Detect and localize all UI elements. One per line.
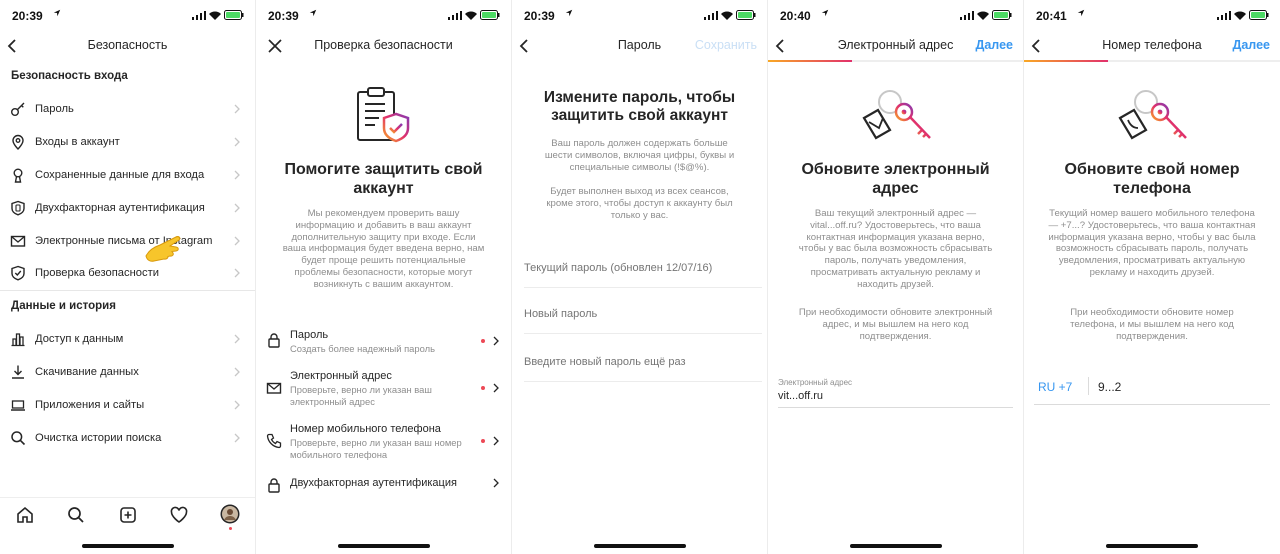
lock-icon (266, 332, 282, 348)
system-icons (192, 10, 244, 20)
nav-bar (768, 32, 1023, 60)
chevron-right-icon (492, 436, 500, 446)
progress-track (1024, 60, 1280, 62)
lock-icon (266, 477, 282, 493)
avatar[interactable] (220, 504, 240, 524)
download-icon (10, 364, 26, 380)
repeat-password-input[interactable] (524, 356, 762, 382)
heading: Помогите защитить свой аккаунт (284, 161, 483, 197)
menu-item-clear-search[interactable] (0, 424, 255, 452)
location-arrow-icon (821, 9, 829, 17)
update-notice: При необходимости обновите номер телефона, и мы вышлем на него код подтверждения. (1070, 307, 1234, 342)
search-tab-icon[interactable] (67, 506, 85, 524)
current-phone-notice: Текущий номер вашего мобильного телефона — +7...? Удостоверьтесь, что ваша контактная информация указана верно, чтобы у вас была возможность сбрасывать пароль, получать уведомления, просматривать актуальную рекламу и находить друзей. (1048, 208, 1256, 278)
home-icon[interactable] (16, 506, 34, 524)
alert-dot (481, 386, 485, 390)
clipboard-shield-illustration (354, 86, 414, 148)
screen-security-checkup (256, 0, 512, 554)
status-bar (0, 0, 255, 32)
alert-dot (481, 439, 485, 443)
key-icon (10, 101, 26, 117)
pointing-hand-icon (142, 228, 186, 268)
signal-icon (448, 11, 462, 20)
home-indicator (850, 544, 942, 548)
alert-dot (481, 339, 485, 343)
battery-icon (224, 10, 244, 20)
row-title: Двухфакторная аутентификация (290, 477, 457, 489)
bottom-tab-bar (0, 497, 255, 533)
signal-icon (192, 11, 206, 20)
menu-item-label: Очистка истории поиска (35, 432, 162, 444)
row-title: Пароль (290, 329, 329, 341)
home-indicator (82, 544, 174, 548)
keys-phone-illustration (1108, 88, 1194, 146)
wifi-icon (1234, 11, 1246, 20)
menu-item-label: Проверка безопасности (35, 267, 159, 279)
checkup-row-email[interactable] (256, 370, 511, 414)
keys-email-illustration (852, 88, 938, 146)
heading: Обновите электронный адрес (801, 161, 990, 197)
email-field-label: Электронный адрес (778, 378, 853, 387)
page-title: Проверка безопасности (314, 38, 453, 52)
next-button[interactable]: Далее (1232, 38, 1270, 52)
status-time: 20:39 (12, 9, 43, 23)
battery-icon (736, 10, 756, 20)
wifi-icon (465, 11, 477, 20)
laptop-icon (10, 397, 26, 413)
current-password-input[interactable] (524, 262, 762, 288)
home-indicator (594, 544, 686, 548)
new-post-icon[interactable] (119, 506, 137, 524)
checkup-row-password[interactable] (256, 329, 511, 373)
menu-item-emails[interactable] (0, 227, 255, 255)
nav-bar (512, 32, 767, 60)
chevron-right-icon (233, 203, 241, 213)
email-field[interactable]: vit...off.ru (778, 390, 824, 402)
menu-item-label: Двухфакторная аутентификация (35, 202, 205, 214)
menu-item-security-checkup[interactable] (0, 259, 255, 287)
country-code-selector[interactable]: RU +7 (1038, 380, 1073, 394)
chevron-right-icon (492, 336, 500, 346)
chevron-right-icon (233, 334, 241, 344)
checkup-row-two-factor[interactable] (256, 477, 511, 521)
progress-fill (1024, 60, 1108, 62)
row-title: Номер мобильного телефона (290, 423, 441, 435)
menu-item-apps-websites[interactable] (0, 391, 255, 419)
save-button[interactable]: Сохранить (694, 38, 757, 52)
section-divider (0, 290, 255, 291)
system-icons (1217, 10, 1269, 20)
status-bar (512, 0, 767, 32)
email-field-underline (778, 407, 1013, 408)
menu-item-password[interactable] (0, 95, 255, 123)
chevron-right-icon (233, 104, 241, 114)
wifi-icon (209, 11, 221, 20)
chevron-right-icon (492, 478, 500, 488)
page-title: Пароль (617, 38, 662, 52)
location-arrow-icon (309, 9, 317, 17)
status-time: 20:39 (524, 9, 555, 23)
nav-bar (0, 32, 255, 60)
menu-item-access-data[interactable] (0, 325, 255, 353)
heart-icon[interactable] (170, 506, 188, 524)
session-notice: Будет выполнен выход из всех сеансов, кроме этого, чтобы доступ к аккаунту был только у вас. (546, 186, 733, 221)
mail-icon (10, 233, 26, 249)
signal-icon (704, 11, 718, 20)
home-indicator (338, 544, 430, 548)
screen-security-settings (0, 0, 256, 554)
status-bar (1024, 0, 1280, 32)
chevron-right-icon (233, 137, 241, 147)
screen-change-password (512, 0, 768, 554)
status-time: 20:40 (780, 9, 811, 23)
menu-item-saved-login[interactable] (0, 161, 255, 189)
status-bar (256, 0, 511, 32)
mail-icon (266, 380, 282, 396)
system-icons (960, 10, 1012, 20)
chevron-right-icon (233, 400, 241, 410)
home-indicator (1106, 544, 1198, 548)
heading: Обновите свой номер телефона (1064, 161, 1240, 197)
menu-item-label: Приложения и сайты (35, 399, 145, 411)
update-notice: При необходимости обновите электронный адрес, и мы вышлем на него код подтверждения. (798, 307, 993, 342)
chevron-right-icon (233, 433, 241, 443)
signal-icon (1217, 11, 1231, 20)
wifi-icon (721, 11, 733, 20)
row-subtitle: Создать более надежный пароль (290, 343, 435, 354)
chevron-right-icon (492, 383, 500, 393)
battery-icon (992, 10, 1012, 20)
row-subtitle: Проверьте, верно ли указан ваш номер мобильного телефона (290, 437, 462, 460)
location-arrow-icon (565, 9, 573, 17)
country-code-separator (1088, 377, 1089, 395)
shield-check-icon (10, 265, 26, 281)
nav-bar (1024, 32, 1280, 60)
password-requirements: Ваш пароль должен содержать больше шести символов, включая цифры, буквы и специальные символы (!$@%). (544, 138, 735, 173)
location-arrow-icon (53, 9, 61, 17)
row-subtitle: Проверьте, верно ли указан ваш электронный адрес (290, 384, 432, 407)
shield-phone-icon (10, 200, 26, 216)
chevron-right-icon (233, 268, 241, 278)
menu-item-label: Входы в аккаунт (35, 136, 120, 148)
page-title: Электронный адрес (837, 38, 954, 52)
page-title: Номер телефона (1102, 38, 1202, 52)
phone-field-underline (1034, 404, 1270, 405)
bar-chart-icon (10, 331, 26, 347)
checkup-row-phone[interactable] (256, 423, 511, 467)
menu-item-login-activity[interactable] (0, 128, 255, 156)
page-title: Безопасность (87, 38, 168, 52)
progress-track (768, 60, 1023, 62)
nav-bar (256, 32, 511, 60)
phone-input[interactable]: 9...2 (1098, 380, 1122, 394)
menu-item-two-factor[interactable] (0, 194, 255, 222)
screen-update-phone (1024, 0, 1280, 554)
search-icon (10, 430, 26, 446)
menu-item-label: Доступ к данным (35, 333, 124, 345)
status-time: 20:41 (1036, 9, 1067, 23)
location-arrow-icon (1077, 9, 1085, 17)
section-header-login-security: Безопасность входа (11, 70, 128, 82)
status-bar (768, 0, 1023, 32)
notification-dot (229, 527, 232, 530)
section-header-data-history: Данные и история (11, 300, 116, 312)
location-pin-icon (10, 134, 26, 150)
signal-icon (960, 11, 974, 20)
row-title: Электронный адрес (290, 370, 392, 382)
system-icons (448, 10, 500, 20)
next-button[interactable]: Далее (975, 38, 1013, 52)
status-time: 20:39 (268, 9, 299, 23)
chevron-right-icon (233, 170, 241, 180)
menu-item-label: Скачивание данных (35, 366, 139, 378)
progress-fill (768, 60, 852, 62)
menu-item-label: Электронные письма от Instagram (35, 235, 213, 247)
keyhole-icon (10, 167, 26, 183)
heading: Измените пароль, чтобы защитить свой аккаунт (543, 89, 736, 124)
wifi-icon (977, 11, 989, 20)
current-email-notice: Ваш текущий электронный адрес — vital...off.ru? Удостоверьтесь, что ваша контактная информация указана верно, чтобы у вас была возможность сбрасывать пароль, получать уведомления, просматривать актуальную рекламу и находить друзей. (798, 208, 993, 290)
chevron-right-icon (233, 367, 241, 377)
chevron-right-icon (233, 236, 241, 246)
battery-icon (1249, 10, 1269, 20)
battery-icon (480, 10, 500, 20)
menu-item-label: Пароль (35, 103, 74, 115)
new-password-input[interactable] (524, 308, 762, 334)
menu-item-label: Сохраненные данные для входа (35, 169, 205, 181)
screen-update-email (768, 0, 1024, 554)
description: Мы рекомендуем проверить вашу информацию и добавить в ваш аккаунт дополнительную защиту при входе. Если ваша информация будет введена верно, нам будет проще решить потенциальные проблемы безопасности, которые могут возникнуть с вашим аккаунтом. (282, 208, 485, 290)
menu-item-download-data[interactable] (0, 358, 255, 386)
system-icons (704, 10, 756, 20)
phone-icon (266, 433, 282, 449)
